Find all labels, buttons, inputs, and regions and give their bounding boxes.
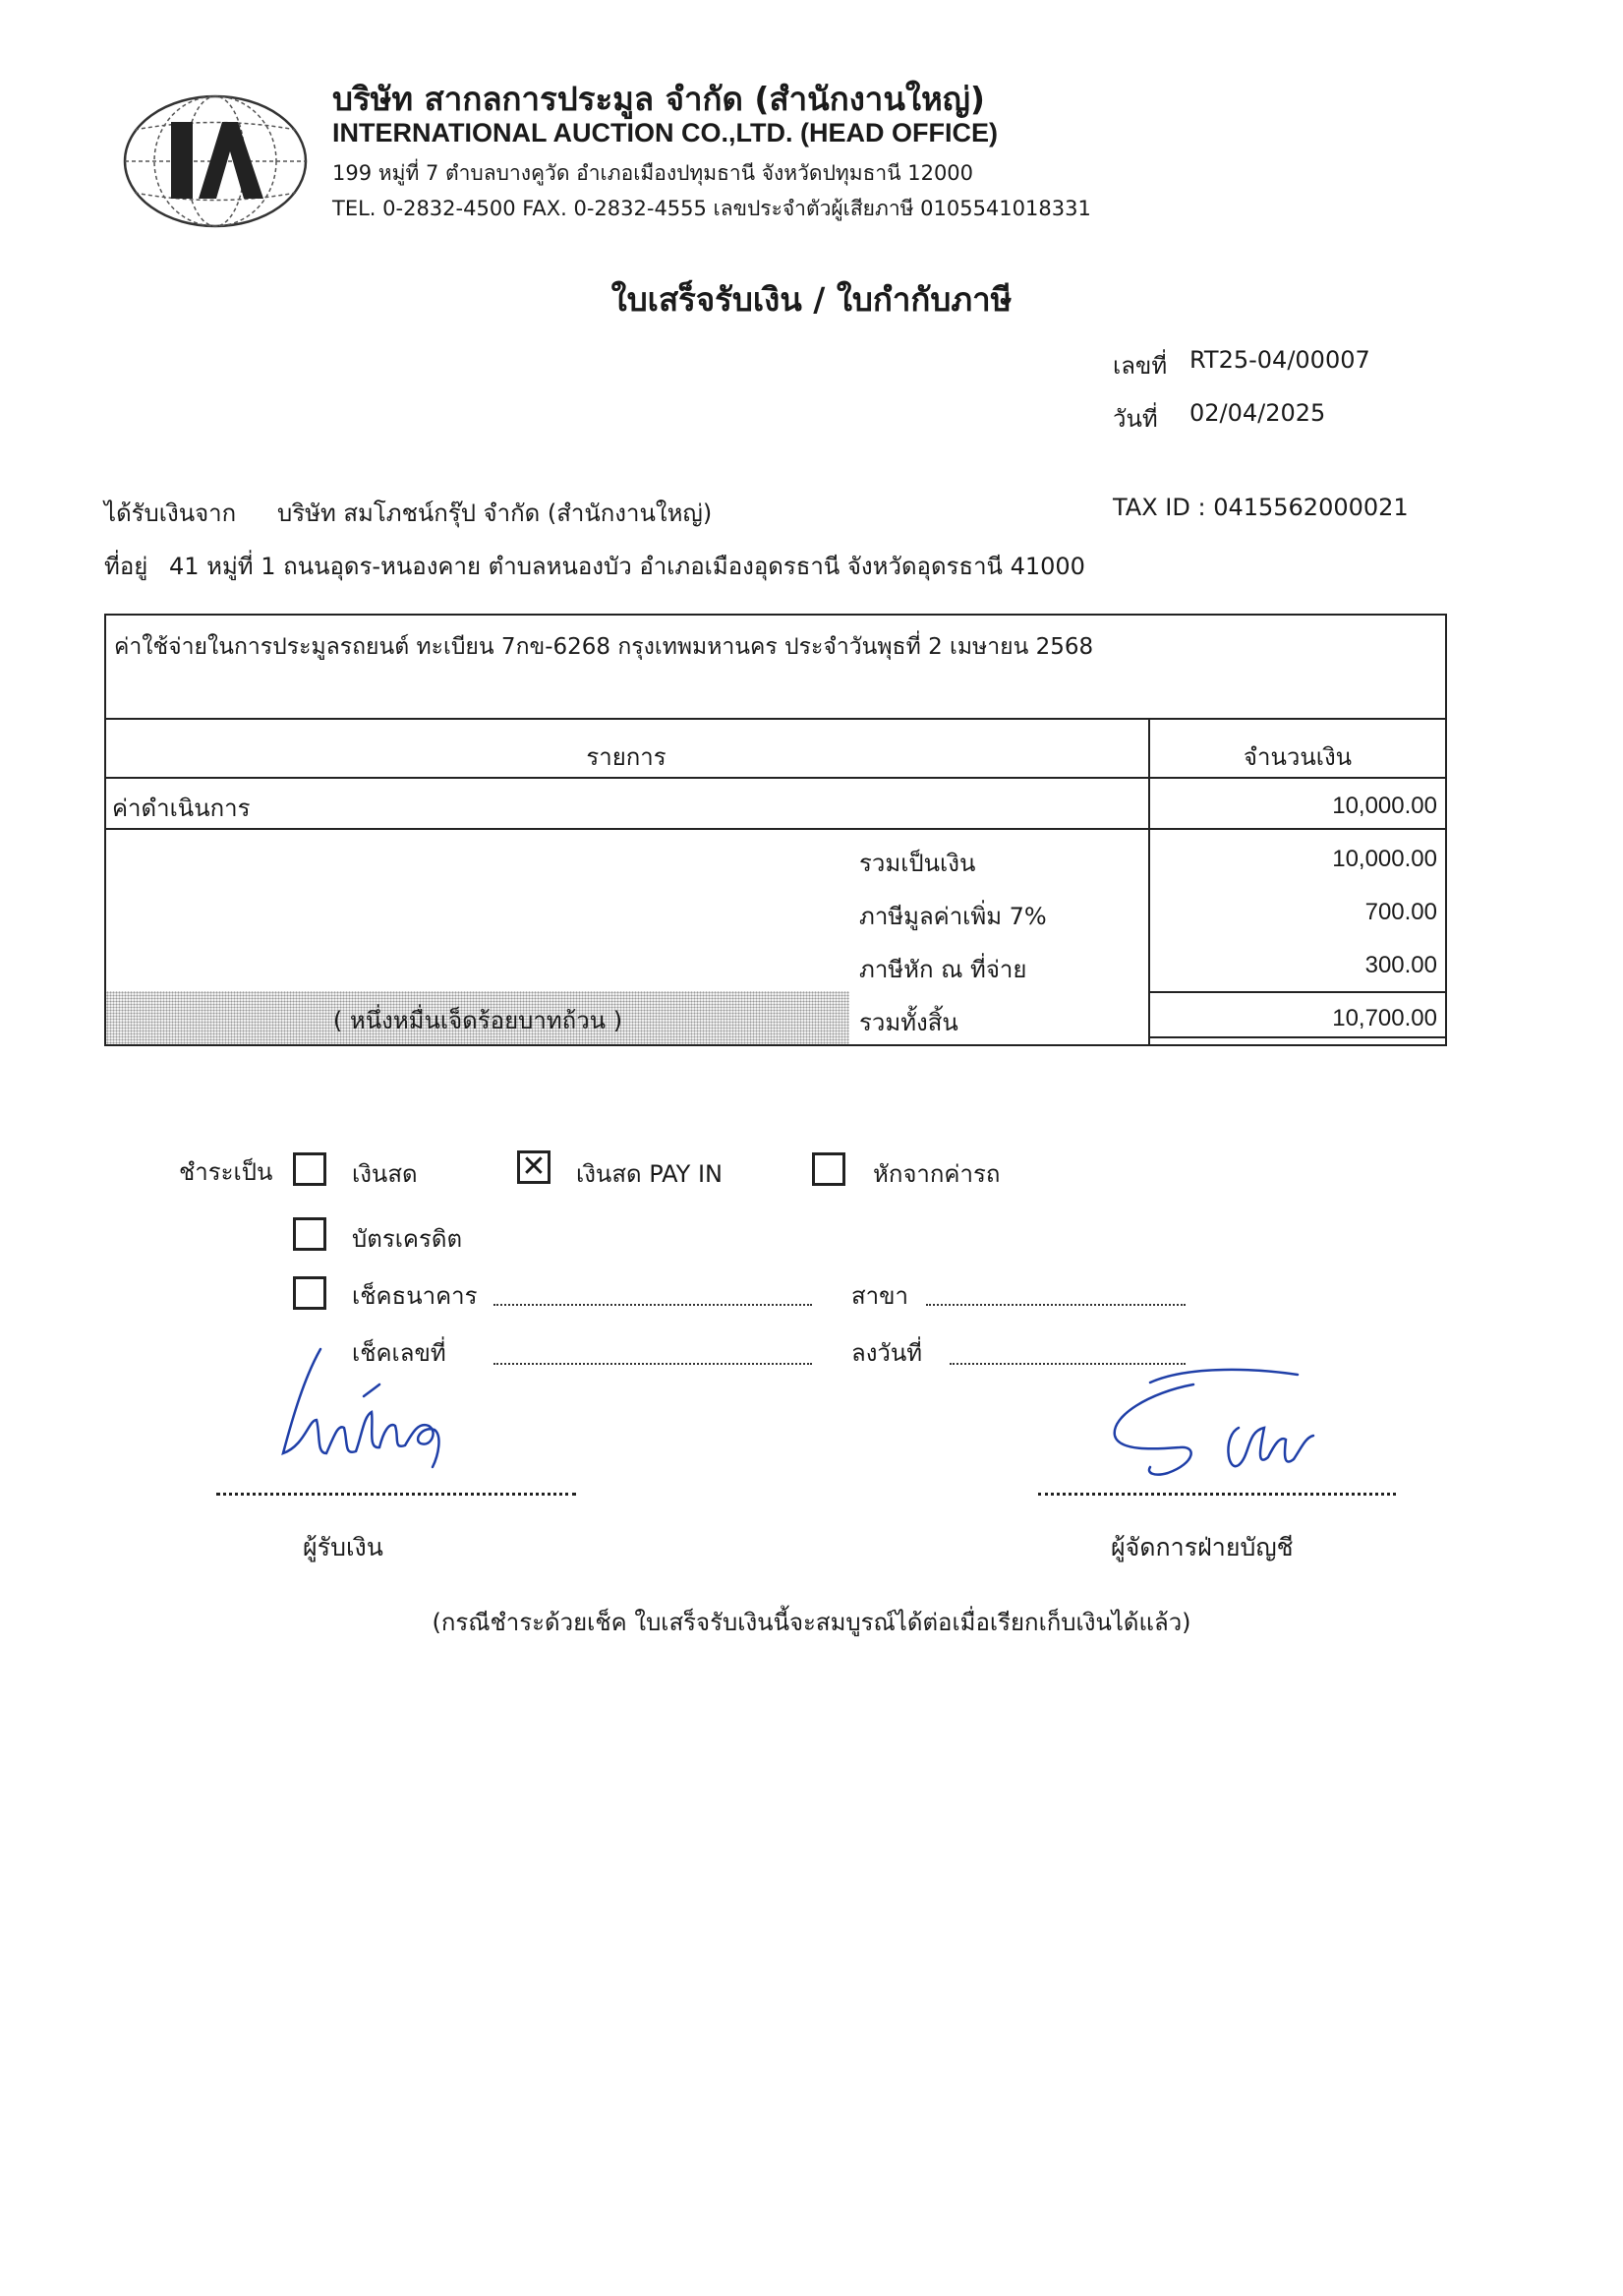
manager-signature-line <box>1038 1493 1396 1496</box>
payment-label: ชำระเป็น <box>179 1158 273 1186</box>
company-name-english: INTERNATIONAL AUCTION CO.,LTD. (HEAD OFFICE) <box>332 118 998 147</box>
withholding-tax-label: ภาษีหัก ณ ที่จ่าย <box>859 956 1027 983</box>
table-row-amount: 10,000.00 <box>1332 793 1437 819</box>
cheque-date-label: ลงวันที่ <box>851 1339 923 1367</box>
option-deduct-from-car-label: หักจากค่ารถ <box>873 1160 1001 1188</box>
manager-label: ผู้จัดการฝ่ายบัญชี <box>1111 1533 1294 1561</box>
table-divider <box>104 718 1447 720</box>
company-address: 199 หมู่ที่ 7 ตำบลบางคูวัด อำเภอเมืองปทุมธานี จังหวัดปทุมธานี 12000 <box>332 161 974 185</box>
cheque-note: (กรณีชำระด้วยเช็ค ใบเสร็จรับเงินนี้จะสมบูรณ์ได้ต่อเมื่อเรียกเก็บเงินได้แล้ว) <box>432 1609 1191 1636</box>
customer-address-label: ที่อยู่ <box>104 553 148 580</box>
cheque-number-field[interactable] <box>493 1363 812 1365</box>
table-divider <box>104 777 1447 779</box>
branch-label: สาขา <box>851 1282 909 1310</box>
customer-name: บริษัท สมโภชน์กรุ๊ป จำกัด (สำนักงานใหญ่) <box>277 500 713 527</box>
checkbox-cash[interactable] <box>293 1152 326 1186</box>
column-header-items: รายการ <box>586 743 667 771</box>
document-date-label: วันที่ <box>1113 405 1158 433</box>
column-header-amount: จำนวนเงิน <box>1243 743 1353 771</box>
subtotal-value: 10,000.00 <box>1332 846 1437 872</box>
customer-tax-id: TAX ID : 0415562000021 <box>1113 494 1409 521</box>
receipt-table <box>104 614 1447 1046</box>
checkbox-deduct-from-car[interactable] <box>812 1152 845 1186</box>
receiver-signature-line <box>216 1493 576 1496</box>
table-divider <box>104 828 1447 830</box>
vat-value: 700.00 <box>1364 899 1437 925</box>
company-name-thai: บริษัท สากลการประมูล จำกัด (สำนักงานใหญ่) <box>332 80 985 118</box>
receiver-signature <box>265 1337 482 1485</box>
table-row-name: ค่าดำเนินการ <box>112 795 251 822</box>
subtotal-label: รวมเป็นเงิน <box>859 850 976 877</box>
manager-signature <box>1091 1357 1366 1485</box>
cheque-number-label: เช็คเลขที่ <box>352 1339 446 1367</box>
document-number-label: เลขที่ <box>1113 352 1168 380</box>
checkbox-cash-pay-in[interactable]: ✕ <box>517 1150 551 1184</box>
vat-label: ภาษีมูลค่าเพิ่ม 7% <box>859 903 1047 930</box>
total-double-rule <box>1148 1036 1447 1038</box>
bank-name-field[interactable] <box>493 1304 812 1306</box>
option-cash-label: เงินสด <box>352 1160 418 1188</box>
table-description: ค่าใช้จ่ายในการประมูลรถยนต์ ทะเบียน 7กข-6268 กรุงเทพมหานคร ประจำวันพุธที่ 2 เมษายน 2568 <box>114 634 1094 660</box>
branch-field[interactable] <box>926 1304 1186 1306</box>
document-title: ใบเสร็จรับเงิน / ใบกำกับภาษี <box>610 280 1013 319</box>
option-cash-pay-in-label: เงินสด PAY IN <box>576 1160 724 1188</box>
option-credit-card-label: บัตรเครดิต <box>352 1225 463 1253</box>
amount-in-words: ( หนึ่งหมื่นเจ็ดร้อยบาทถ้วน ) <box>332 1007 623 1034</box>
option-bank-cheque-label: เช็คธนาคาร <box>352 1282 478 1310</box>
grand-total-value: 10,700.00 <box>1332 1005 1437 1031</box>
withholding-tax-value: 300.00 <box>1364 952 1437 978</box>
company-contact: TEL. 0-2832-4500 FAX. 0-2832-4555 เลขประจำตัวผู้เสียภาษี 0105541018331 <box>332 197 1091 220</box>
total-top-rule <box>1148 991 1447 993</box>
document-date: 02/04/2025 <box>1189 399 1326 427</box>
received-from-label: ได้รับเงินจาก <box>104 500 237 527</box>
checkbox-credit-card[interactable] <box>293 1217 326 1251</box>
grand-total-label: รวมทั้งสิ้น <box>859 1009 958 1036</box>
document-number: RT25-04/00007 <box>1189 346 1370 374</box>
checkbox-bank-cheque[interactable] <box>293 1276 326 1310</box>
receiver-label: ผู้รับเงิน <box>303 1533 383 1561</box>
company-logo <box>120 90 312 233</box>
customer-address: 41 หมู่ที่ 1 ถนนอุดร-หนองคาย ตำบลหนองบัว อำเภอเมืองอุดรธานี จังหวัดอุดรธานี 41000 <box>169 553 1085 580</box>
